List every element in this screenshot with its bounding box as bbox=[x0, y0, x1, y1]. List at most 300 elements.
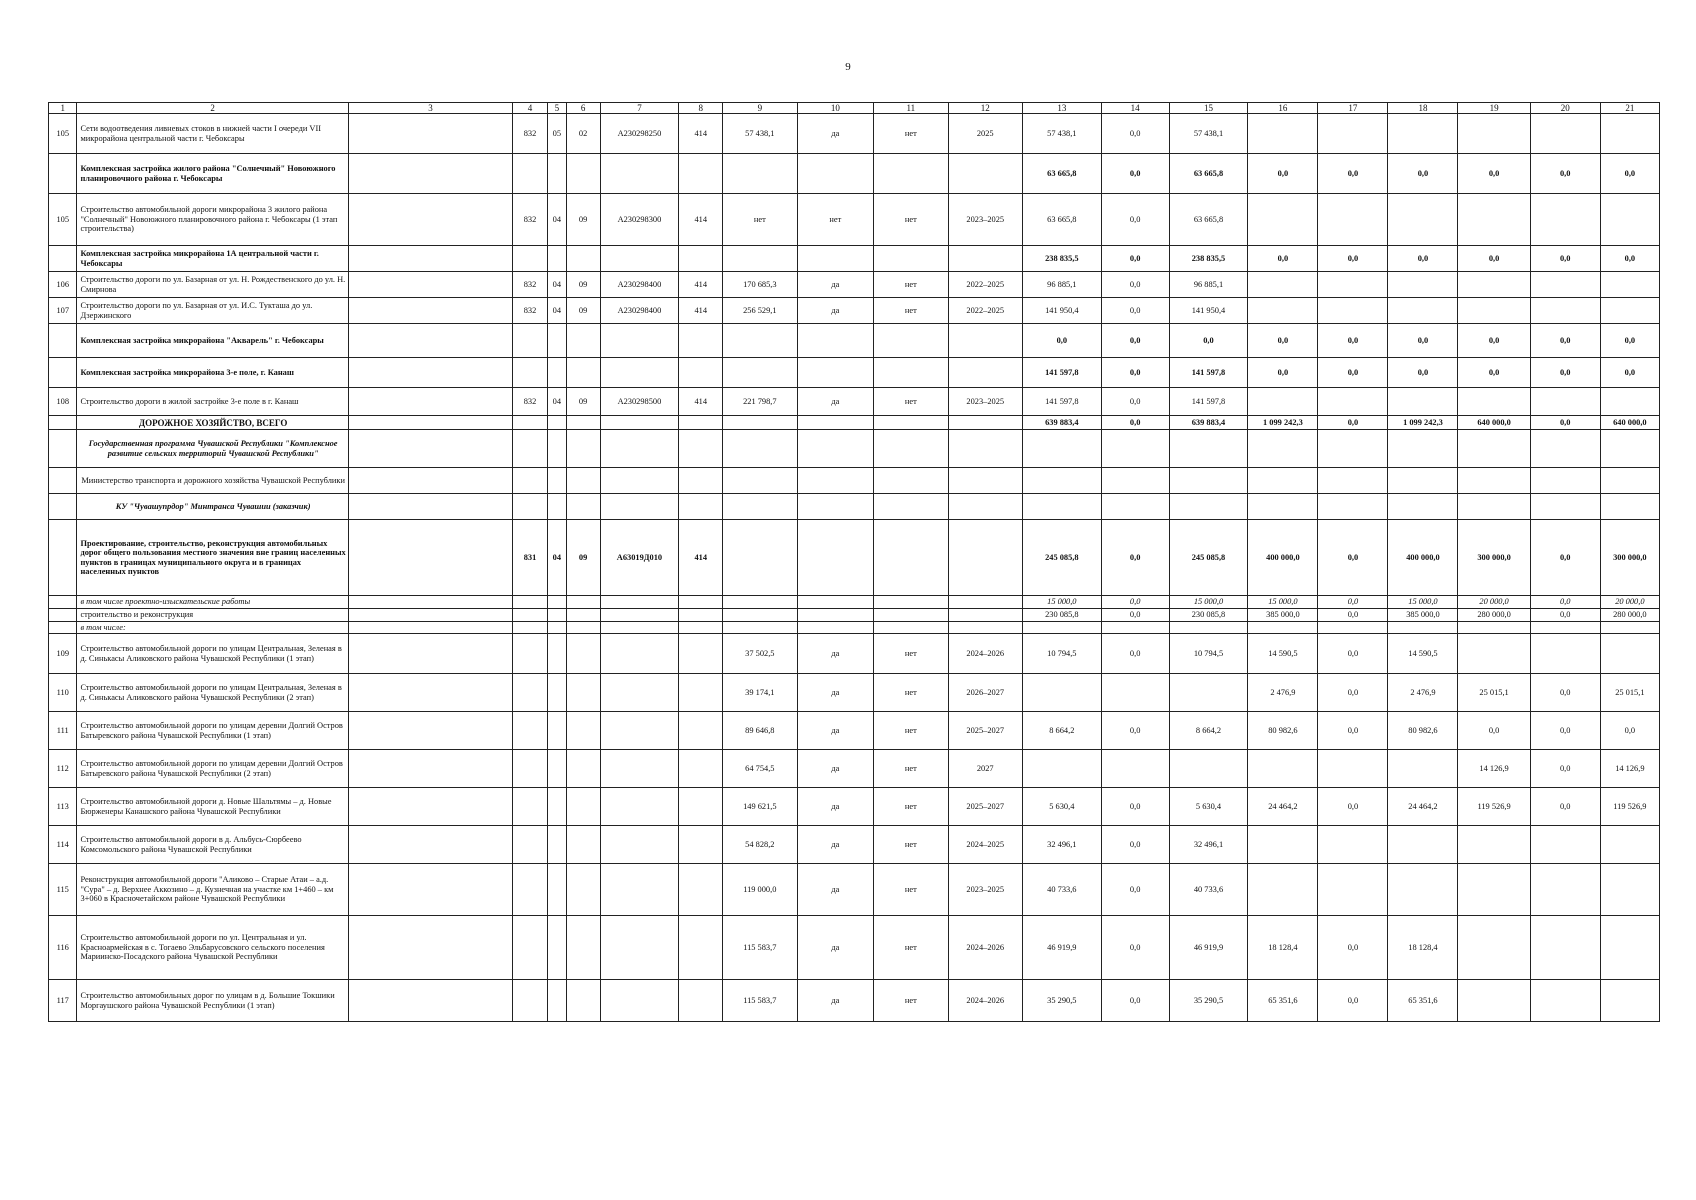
cell-c9: 115 583,7 bbox=[723, 916, 797, 980]
cell-c15: 63 665,8 bbox=[1169, 194, 1248, 246]
table-row bbox=[49, 674, 1660, 712]
cell-c19: 119 526,9 bbox=[1458, 788, 1530, 826]
table-row bbox=[49, 826, 1660, 864]
cell-c11: нет bbox=[874, 388, 948, 416]
cell-c13: 0,0 bbox=[1022, 324, 1101, 358]
cell-c11 bbox=[874, 416, 948, 430]
cell-c18: 1 099 242,3 bbox=[1388, 416, 1458, 430]
cell-c5: 04 bbox=[548, 520, 567, 596]
cell-c8 bbox=[679, 980, 723, 1022]
row-number-cell: 114 bbox=[49, 826, 77, 864]
row-name-cell: Комплексная застройка микрорайона 1А центральной части г. Чебоксары bbox=[77, 246, 348, 272]
cell-c9 bbox=[723, 358, 797, 388]
cell-c20 bbox=[1530, 468, 1600, 494]
cell-c7: А230298400 bbox=[600, 298, 679, 324]
row-number-cell bbox=[49, 520, 77, 596]
cell-c16: 80 982,6 bbox=[1248, 712, 1318, 750]
cell-c15: 5 630,4 bbox=[1169, 788, 1248, 826]
cell-c13 bbox=[1022, 430, 1101, 468]
cell-c21 bbox=[1600, 494, 1659, 520]
cell-c14: 0,0 bbox=[1101, 246, 1169, 272]
cell-c7 bbox=[600, 416, 679, 430]
cell-c18: 0,0 bbox=[1388, 324, 1458, 358]
cell-c5 bbox=[548, 609, 567, 622]
table-row bbox=[49, 980, 1660, 1022]
table-row bbox=[49, 246, 1660, 272]
cell-c9: 64 754,5 bbox=[723, 750, 797, 788]
table-row bbox=[49, 468, 1660, 494]
cell-c6 bbox=[566, 596, 600, 609]
cell-c5 bbox=[548, 324, 567, 358]
cell-c5: 05 bbox=[548, 114, 567, 154]
cell-c19 bbox=[1458, 826, 1530, 864]
column-number-12: 12 bbox=[948, 103, 1022, 114]
table-row bbox=[49, 194, 1660, 246]
cell-c5: 04 bbox=[548, 194, 567, 246]
cell-c11: нет bbox=[874, 826, 948, 864]
cell-c9 bbox=[723, 609, 797, 622]
cell-c13: 639 883,4 bbox=[1022, 416, 1101, 430]
cell-c21 bbox=[1600, 114, 1659, 154]
cell-c16 bbox=[1248, 864, 1318, 916]
cell-c17: 0,0 bbox=[1318, 520, 1388, 596]
cell-c7 bbox=[600, 916, 679, 980]
column-number-20: 20 bbox=[1530, 103, 1600, 114]
cell-c9 bbox=[723, 494, 797, 520]
row-name-cell: ДОРОЖНОЕ ХОЗЯЙСТВО, ВСЕГО bbox=[77, 416, 348, 430]
cell-c20: 0,0 bbox=[1530, 596, 1600, 609]
cell-c10: да bbox=[797, 826, 874, 864]
cell-c18 bbox=[1388, 430, 1458, 468]
cell-c18: 18 128,4 bbox=[1388, 916, 1458, 980]
cell-c13: 141 597,8 bbox=[1022, 388, 1101, 416]
cell-c20: 0,0 bbox=[1530, 416, 1600, 430]
cell-c4: 832 bbox=[513, 388, 548, 416]
cell-c21 bbox=[1600, 980, 1659, 1022]
cell-c12 bbox=[948, 324, 1022, 358]
cell-c6 bbox=[566, 980, 600, 1022]
column-number-8: 8 bbox=[679, 103, 723, 114]
cell-c9: 115 583,7 bbox=[723, 980, 797, 1022]
cell-c8 bbox=[679, 468, 723, 494]
cell-c21 bbox=[1600, 272, 1659, 298]
cell-c8: 414 bbox=[679, 298, 723, 324]
cell-c5: 04 bbox=[548, 298, 567, 324]
cell-c16 bbox=[1248, 494, 1318, 520]
cell-c17 bbox=[1318, 494, 1388, 520]
cell-c19: 20 000,0 bbox=[1458, 596, 1530, 609]
cell-c11: нет bbox=[874, 272, 948, 298]
row-name-cell: Строительство дороги по ул. Базарная от ул. И.С. Тукташа до ул. Дзержинского bbox=[77, 298, 348, 324]
row-number-cell: 110 bbox=[49, 674, 77, 712]
cell-c11: нет bbox=[874, 864, 948, 916]
cell-c13 bbox=[1022, 494, 1101, 520]
cell-c8: 414 bbox=[679, 272, 723, 298]
row-number-cell bbox=[49, 622, 77, 634]
cell-c7 bbox=[600, 246, 679, 272]
cell-c14: 0,0 bbox=[1101, 609, 1169, 622]
cell-c12 bbox=[948, 520, 1022, 596]
cell-c15 bbox=[1169, 750, 1248, 788]
cell-c5 bbox=[548, 416, 567, 430]
cell-c13: 35 290,5 bbox=[1022, 980, 1101, 1022]
cell-c7: А230298500 bbox=[600, 388, 679, 416]
cell-c21 bbox=[1600, 826, 1659, 864]
row-number-cell bbox=[49, 416, 77, 430]
row-number-cell: 107 bbox=[49, 298, 77, 324]
cell-c19 bbox=[1458, 864, 1530, 916]
cell-c14 bbox=[1101, 430, 1169, 468]
cell-c10: нет bbox=[797, 194, 874, 246]
row-name-cell: в том числе проектно-изыскательские работы bbox=[77, 596, 348, 609]
cell-c6: 09 bbox=[566, 194, 600, 246]
cell-c13: 245 085,8 bbox=[1022, 520, 1101, 596]
cell-c5 bbox=[548, 622, 567, 634]
cell-c14: 0,0 bbox=[1101, 154, 1169, 194]
cell-c15: 0,0 bbox=[1169, 324, 1248, 358]
cell-c6: 09 bbox=[566, 520, 600, 596]
cell-c9 bbox=[723, 246, 797, 272]
table-row bbox=[49, 324, 1660, 358]
cell-c14: 0,0 bbox=[1101, 520, 1169, 596]
cell-c21 bbox=[1600, 298, 1659, 324]
cell-c16: 1 099 242,3 bbox=[1248, 416, 1318, 430]
column-number-19: 19 bbox=[1458, 103, 1530, 114]
cell-c12 bbox=[948, 246, 1022, 272]
row-name-cell: Реконструкция автомобильной дороги "Аликово – Старые Атаи – а.д. "Сура" – д. Верхнее Аккозино – д. Кузнечная на участке км 1+460 – км 3+060 в Красночетайском районе Чувашской Республики bbox=[77, 864, 348, 916]
cell-c5 bbox=[548, 246, 567, 272]
cell-c8 bbox=[679, 712, 723, 750]
row-number-cell: 105 bbox=[49, 194, 77, 246]
cell-c3 bbox=[348, 622, 512, 634]
cell-c4 bbox=[513, 468, 548, 494]
row-number-cell: 117 bbox=[49, 980, 77, 1022]
cell-c7 bbox=[600, 864, 679, 916]
table-row bbox=[49, 634, 1660, 674]
cell-c13 bbox=[1022, 468, 1101, 494]
cell-c6 bbox=[566, 154, 600, 194]
cell-c20: 0,0 bbox=[1530, 324, 1600, 358]
cell-c7: А230298400 bbox=[600, 272, 679, 298]
cell-c20 bbox=[1530, 272, 1600, 298]
cell-c20: 0,0 bbox=[1530, 358, 1600, 388]
cell-c8 bbox=[679, 430, 723, 468]
cell-c13: 10 794,5 bbox=[1022, 634, 1101, 674]
row-name-cell: Строительство автомобильной дороги по улицам деревни Долгий Остров Батыревского района Чувашской Республики (1 этап) bbox=[77, 712, 348, 750]
cell-c14: 0,0 bbox=[1101, 416, 1169, 430]
cell-c16 bbox=[1248, 298, 1318, 324]
row-name-cell: Государственная программа Чувашской Республики "Комплексное развитие сельских территорий Чувашской Республики" bbox=[77, 430, 348, 468]
cell-c6 bbox=[566, 246, 600, 272]
cell-c14: 0,0 bbox=[1101, 596, 1169, 609]
cell-c6 bbox=[566, 864, 600, 916]
cell-c11 bbox=[874, 246, 948, 272]
cell-c8 bbox=[679, 324, 723, 358]
cell-c7 bbox=[600, 622, 679, 634]
cell-c3 bbox=[348, 864, 512, 916]
column-number-15: 15 bbox=[1169, 103, 1248, 114]
cell-c13: 40 733,6 bbox=[1022, 864, 1101, 916]
cell-c6: 09 bbox=[566, 272, 600, 298]
cell-c12: 2027 bbox=[948, 750, 1022, 788]
row-name-cell: Строительство дороги в жилой застройке 3-е поле в г. Канаш bbox=[77, 388, 348, 416]
cell-c9 bbox=[723, 520, 797, 596]
table-row bbox=[49, 864, 1660, 916]
cell-c10: да bbox=[797, 712, 874, 750]
cell-c16 bbox=[1248, 430, 1318, 468]
cell-c5: 04 bbox=[548, 272, 567, 298]
cell-c6: 09 bbox=[566, 298, 600, 324]
cell-c14 bbox=[1101, 674, 1169, 712]
cell-c5 bbox=[548, 788, 567, 826]
cell-c9: 54 828,2 bbox=[723, 826, 797, 864]
cell-c6 bbox=[566, 674, 600, 712]
cell-c21: 0,0 bbox=[1600, 154, 1659, 194]
cell-c12 bbox=[948, 416, 1022, 430]
cell-c3 bbox=[348, 788, 512, 826]
cell-c17 bbox=[1318, 864, 1388, 916]
row-number-cell bbox=[49, 154, 77, 194]
row-name-cell: Строительство автомобильной дороги по ул. Центральная и ул. Красноармейская в с. Тогаево Эльбарусовского сельского поселения Мариинско-Посадского района Чувашской Республики bbox=[77, 916, 348, 980]
cell-c6: 02 bbox=[566, 114, 600, 154]
cell-c10 bbox=[797, 609, 874, 622]
cell-c14 bbox=[1101, 622, 1169, 634]
column-number-16: 16 bbox=[1248, 103, 1318, 114]
cell-c6 bbox=[566, 358, 600, 388]
cell-c9 bbox=[723, 430, 797, 468]
cell-c20 bbox=[1530, 114, 1600, 154]
cell-c13: 230 085,8 bbox=[1022, 609, 1101, 622]
cell-c5 bbox=[548, 916, 567, 980]
cell-c10 bbox=[797, 468, 874, 494]
cell-c21 bbox=[1600, 864, 1659, 916]
table-row bbox=[49, 520, 1660, 596]
cell-c4 bbox=[513, 622, 548, 634]
cell-c19 bbox=[1458, 634, 1530, 674]
cell-c12 bbox=[948, 468, 1022, 494]
cell-c3 bbox=[348, 430, 512, 468]
cell-c14: 0,0 bbox=[1101, 980, 1169, 1022]
cell-c4 bbox=[513, 416, 548, 430]
cell-c14 bbox=[1101, 494, 1169, 520]
cell-c5 bbox=[548, 494, 567, 520]
cell-c3 bbox=[348, 468, 512, 494]
cell-c14: 0,0 bbox=[1101, 788, 1169, 826]
cell-c8 bbox=[679, 826, 723, 864]
cell-c8 bbox=[679, 864, 723, 916]
cell-c17: 0,0 bbox=[1318, 609, 1388, 622]
cell-c7 bbox=[600, 788, 679, 826]
cell-c8 bbox=[679, 622, 723, 634]
cell-c7: А230298250 bbox=[600, 114, 679, 154]
cell-c15: 96 885,1 bbox=[1169, 272, 1248, 298]
cell-c17 bbox=[1318, 388, 1388, 416]
cell-c19 bbox=[1458, 388, 1530, 416]
column-number-4: 4 bbox=[513, 103, 548, 114]
cell-c12 bbox=[948, 622, 1022, 634]
cell-c16: 15 000,0 bbox=[1248, 596, 1318, 609]
cell-c19 bbox=[1458, 622, 1530, 634]
cell-c10 bbox=[797, 358, 874, 388]
cell-c18 bbox=[1388, 622, 1458, 634]
cell-c13: 8 664,2 bbox=[1022, 712, 1101, 750]
cell-c9: 170 685,3 bbox=[723, 272, 797, 298]
cell-c18: 385 000,0 bbox=[1388, 609, 1458, 622]
row-number-cell: 105 bbox=[49, 114, 77, 154]
row-number-cell: 115 bbox=[49, 864, 77, 916]
table-row bbox=[49, 788, 1660, 826]
cell-c16 bbox=[1248, 272, 1318, 298]
table-row bbox=[49, 430, 1660, 468]
cell-c6 bbox=[566, 416, 600, 430]
cell-c19: 0,0 bbox=[1458, 358, 1530, 388]
cell-c20 bbox=[1530, 430, 1600, 468]
cell-c4 bbox=[513, 634, 548, 674]
cell-c19 bbox=[1458, 298, 1530, 324]
cell-c9 bbox=[723, 596, 797, 609]
cell-c15: 57 438,1 bbox=[1169, 114, 1248, 154]
cell-c12 bbox=[948, 494, 1022, 520]
cell-c20 bbox=[1530, 298, 1600, 324]
cell-c15: 63 665,8 bbox=[1169, 154, 1248, 194]
cell-c9 bbox=[723, 324, 797, 358]
cell-c11: нет bbox=[874, 114, 948, 154]
cell-c20: 0,0 bbox=[1530, 750, 1600, 788]
cell-c10 bbox=[797, 154, 874, 194]
cell-c7: А230298300 bbox=[600, 194, 679, 246]
cell-c19 bbox=[1458, 114, 1530, 154]
cell-c17: 0,0 bbox=[1318, 324, 1388, 358]
cell-c10 bbox=[797, 494, 874, 520]
table-row bbox=[49, 358, 1660, 388]
row-name-cell: Комплексная застройка микрорайона 3-е поле, г. Канаш bbox=[77, 358, 348, 388]
cell-c12: 2024–2026 bbox=[948, 980, 1022, 1022]
row-name-cell: Строительство автомобильных дорог по улицам в д. Большие Токшики Моргаушского района Чувашской Республики (1 этап) bbox=[77, 980, 348, 1022]
cell-c13: 15 000,0 bbox=[1022, 596, 1101, 609]
cell-c12 bbox=[948, 358, 1022, 388]
cell-c4 bbox=[513, 916, 548, 980]
cell-c8 bbox=[679, 246, 723, 272]
row-number-cell bbox=[49, 324, 77, 358]
cell-c21 bbox=[1600, 194, 1659, 246]
cell-c11: нет bbox=[874, 980, 948, 1022]
cell-c4 bbox=[513, 864, 548, 916]
cell-c16 bbox=[1248, 622, 1318, 634]
row-name-cell: Министерство транспорта и дорожного хозяйства Чувашской Республики bbox=[77, 468, 348, 494]
cell-c7 bbox=[600, 980, 679, 1022]
table-row bbox=[49, 494, 1660, 520]
column-number-11: 11 bbox=[874, 103, 948, 114]
table-row bbox=[49, 298, 1660, 324]
cell-c20 bbox=[1530, 980, 1600, 1022]
cell-c21 bbox=[1600, 634, 1659, 674]
cell-c11: нет bbox=[874, 194, 948, 246]
cell-c20: 0,0 bbox=[1530, 246, 1600, 272]
cell-c9: 57 438,1 bbox=[723, 114, 797, 154]
cell-c4: 831 bbox=[513, 520, 548, 596]
cell-c20: 0,0 bbox=[1530, 154, 1600, 194]
cell-c15 bbox=[1169, 430, 1248, 468]
table-row bbox=[49, 272, 1660, 298]
cell-c5 bbox=[548, 596, 567, 609]
cell-c10 bbox=[797, 416, 874, 430]
cell-c17: 0,0 bbox=[1318, 712, 1388, 750]
cell-c10: да bbox=[797, 634, 874, 674]
row-name-cell: Сети водоотведения ливневых стоков в нижней части I очереди VII микрорайона центральной части г. Чебоксары bbox=[77, 114, 348, 154]
cell-c16: 0,0 bbox=[1248, 154, 1318, 194]
cell-c9 bbox=[723, 622, 797, 634]
column-number-9: 9 bbox=[723, 103, 797, 114]
cell-c6 bbox=[566, 324, 600, 358]
cell-c5 bbox=[548, 750, 567, 788]
cell-c4 bbox=[513, 980, 548, 1022]
row-number-cell: 111 bbox=[49, 712, 77, 750]
cell-c16 bbox=[1248, 468, 1318, 494]
cell-c10 bbox=[797, 246, 874, 272]
cell-c17: 0,0 bbox=[1318, 596, 1388, 609]
cell-c6 bbox=[566, 468, 600, 494]
cell-c17: 0,0 bbox=[1318, 788, 1388, 826]
cell-c18 bbox=[1388, 494, 1458, 520]
budget-table bbox=[48, 102, 1660, 1022]
cell-c17: 0,0 bbox=[1318, 634, 1388, 674]
cell-c12 bbox=[948, 596, 1022, 609]
cell-c16 bbox=[1248, 826, 1318, 864]
cell-c8 bbox=[679, 634, 723, 674]
cell-c7 bbox=[600, 609, 679, 622]
table-row bbox=[49, 114, 1660, 154]
cell-c14 bbox=[1101, 750, 1169, 788]
cell-c9: 221 798,7 bbox=[723, 388, 797, 416]
cell-c17 bbox=[1318, 272, 1388, 298]
cell-c10: да bbox=[797, 388, 874, 416]
cell-c15: 639 883,4 bbox=[1169, 416, 1248, 430]
cell-c19 bbox=[1458, 916, 1530, 980]
cell-c14: 0,0 bbox=[1101, 358, 1169, 388]
cell-c7 bbox=[600, 634, 679, 674]
cell-c16 bbox=[1248, 194, 1318, 246]
cell-c3 bbox=[348, 298, 512, 324]
cell-c3 bbox=[348, 674, 512, 712]
cell-c17 bbox=[1318, 468, 1388, 494]
cell-c8: 414 bbox=[679, 520, 723, 596]
cell-c4 bbox=[513, 712, 548, 750]
row-number-cell bbox=[49, 609, 77, 622]
column-number-18: 18 bbox=[1388, 103, 1458, 114]
cell-c8 bbox=[679, 494, 723, 520]
cell-c7: А63019Д010 bbox=[600, 520, 679, 596]
row-name-cell: строительство и реконструкция bbox=[77, 609, 348, 622]
cell-c12: 2024–2026 bbox=[948, 634, 1022, 674]
cell-c17 bbox=[1318, 194, 1388, 246]
cell-c4 bbox=[513, 494, 548, 520]
cell-c21: 0,0 bbox=[1600, 712, 1659, 750]
cell-c11 bbox=[874, 609, 948, 622]
column-number-row bbox=[49, 103, 1660, 114]
cell-c4 bbox=[513, 246, 548, 272]
row-name-cell: Строительство автомобильной дороги микрорайона 3 жилого района "Солнечный" Новоюжного планировочного района г. Чебоксары (1 этап строительства) bbox=[77, 194, 348, 246]
cell-c19 bbox=[1458, 272, 1530, 298]
cell-c11: нет bbox=[874, 634, 948, 674]
cell-c16: 14 590,5 bbox=[1248, 634, 1318, 674]
cell-c12: 2023–2025 bbox=[948, 388, 1022, 416]
cell-c17: 0,0 bbox=[1318, 358, 1388, 388]
cell-c12 bbox=[948, 430, 1022, 468]
cell-c11 bbox=[874, 358, 948, 388]
cell-c13: 5 630,4 bbox=[1022, 788, 1101, 826]
cell-c10: да bbox=[797, 298, 874, 324]
column-number-10: 10 bbox=[797, 103, 874, 114]
